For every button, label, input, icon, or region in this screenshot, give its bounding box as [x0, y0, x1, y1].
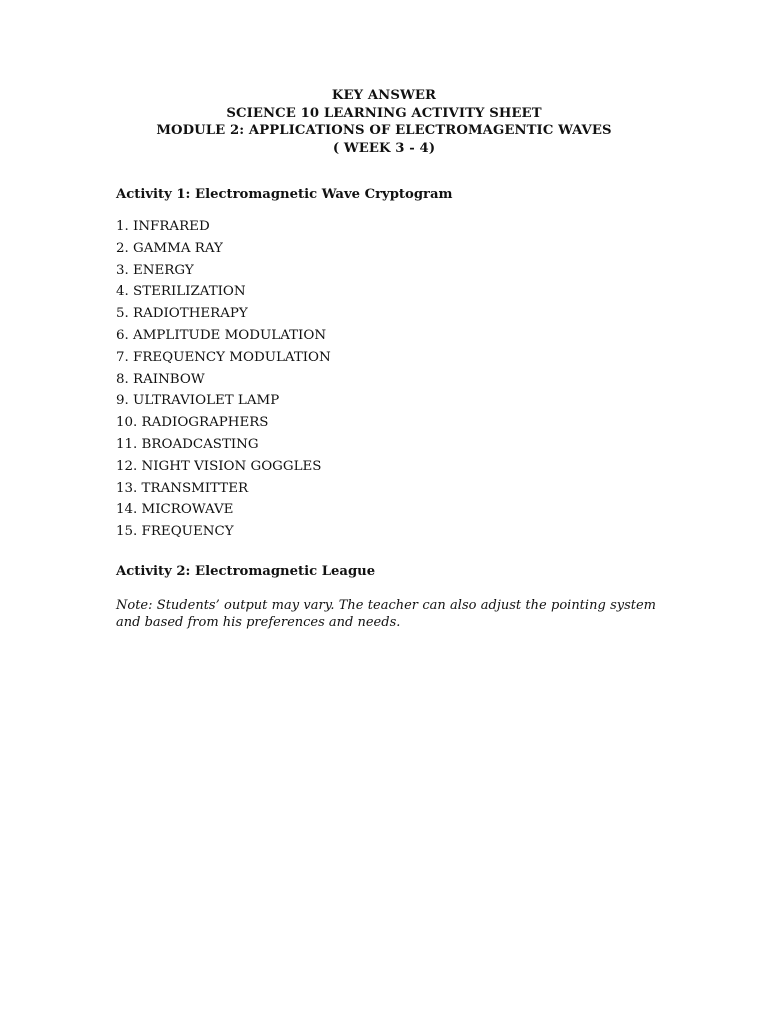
answer-item: 6. AMPLITUDE MODULATION — [116, 327, 327, 343]
answer-item: 10. RADIOGRAPHERS — [116, 415, 269, 431]
activity-2-heading: Activity 2: Electromagnetic League — [116, 564, 376, 579]
answer-item: 13. TRANSMITTER — [116, 480, 249, 496]
header-module: MODULE 2: APPLICATIONS OF ELECTROMAGENTIC WAVES — [156, 123, 612, 138]
answer-item: 9. ULTRAVIOLET LAMP — [116, 393, 280, 409]
answer-list — [116, 216, 331, 543]
answer-item: 11. BROADCASTING — [116, 436, 259, 452]
answer-item: 4. STERILIZATION — [116, 284, 246, 300]
header-week: ( WEEK 3 - 4) — [332, 140, 436, 156]
answer-item: 12. NIGHT VISION GOGGLES — [116, 458, 322, 474]
answer-item: 7. FREQUENCY MODULATION — [116, 349, 331, 365]
header-subject: SCIENCE 10 LEARNING ACTIVITY SHEET — [226, 105, 542, 121]
answer-item: 5. RADIOTHERAPY — [116, 306, 248, 322]
answer-item: 8. RAINBOW — [116, 371, 205, 387]
answer-item: 3. ENERGY — [116, 262, 194, 278]
header-key-answer: KEY ANSWER — [331, 88, 437, 103]
document-header — [0, 87, 768, 157]
activity-1-heading: Activity 1: Electromagnetic Wave Cryptogram — [116, 187, 453, 202]
answer-item: 1. INFRARED — [116, 219, 210, 234]
answer-item: 14. MICROWAVE — [116, 502, 234, 518]
activity-2-note: Note: Students’ output may vary. The teacher can also adjust the pointing system and based from his preferences and needs. — [116, 598, 656, 630]
answer-item: 15. FREQUENCY — [116, 524, 234, 540]
answer-item: 2. GAMMA RAY — [116, 240, 223, 256]
